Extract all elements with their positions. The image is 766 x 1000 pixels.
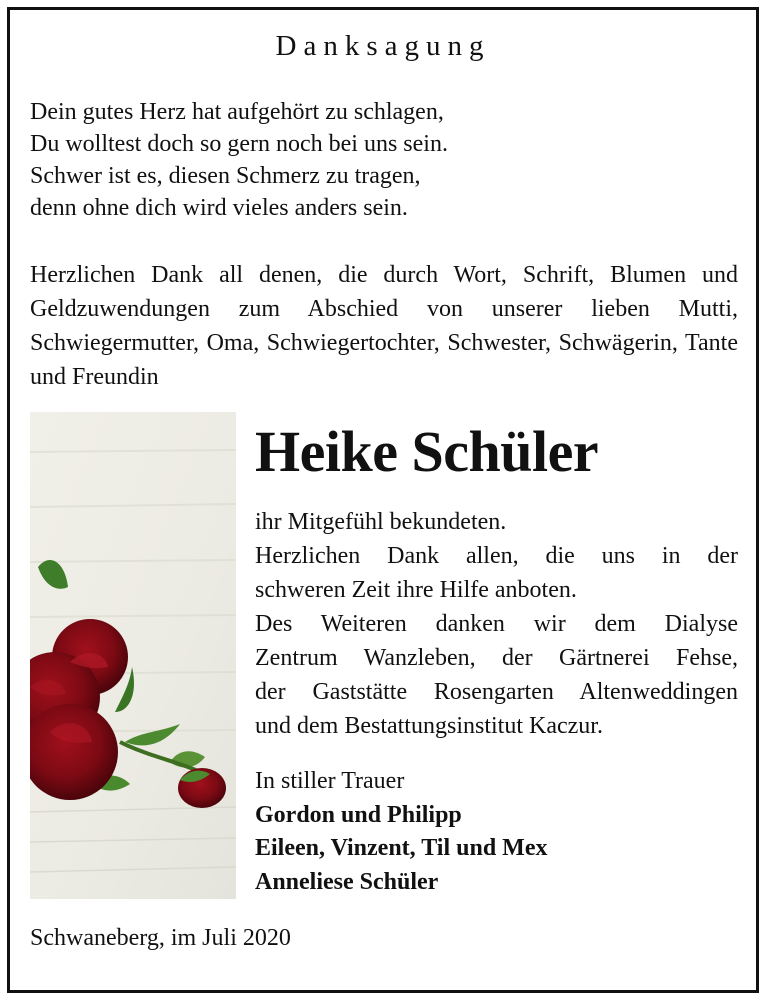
mourner-name: Gordon und Philipp	[255, 801, 462, 828]
body-line: ihr Mitgefühl bekundeten.	[255, 509, 507, 535]
mourner-name: Anneliese Schüler	[255, 868, 439, 895]
body-line: schweren Zeit ihre Hilfe anboten.	[255, 577, 577, 603]
body-line: der Gaststätte Rosengarten Altenweddingen	[255, 679, 738, 705]
mourning-intro: In stiller Trauer	[255, 768, 405, 794]
deceased-name: Heike Schüler	[255, 419, 599, 484]
thanks-body	[255, 505, 738, 743]
place-date: Schwaneberg, im Juli 2020	[30, 925, 291, 951]
body-line: und dem Bestattungsinstitut Kaczur.	[255, 713, 603, 739]
poem-line: Du wolltest doch so gern noch bei uns sein.	[30, 131, 448, 157]
mourners-block	[255, 765, 738, 899]
notice-title: Danksagung	[275, 30, 491, 62]
thanks-paragraph: Herzlichen Dank all denen, die durch Wort, Schrift, Blumen und Geldzuwendungen zum Abschied von unserer lieben Mutti, Schwiegermutter, Oma, Schwiegertochter, Schwester, Schwägerin, Tante und Freundin	[30, 262, 738, 390]
body-line: Des Weiteren danken wir dem Dialyse	[255, 611, 738, 637]
body-line: Herzlichen Dank allen, die uns in der	[255, 543, 738, 569]
poem	[30, 96, 630, 224]
body-line: Zentrum Wanzleben, der Gärtnerei Fehse,	[255, 645, 738, 671]
poem-line: Schwer ist es, diesen Schmerz zu tragen,	[30, 163, 421, 189]
poem-line: Dein gutes Herz hat aufgehört zu schlagen,	[30, 99, 444, 125]
poem-line: denn ohne dich wird vieles anders sein.	[30, 195, 408, 221]
roses-photo	[30, 412, 236, 899]
mourner-name: Eileen, Vinzent, Til und Mex	[255, 835, 548, 861]
